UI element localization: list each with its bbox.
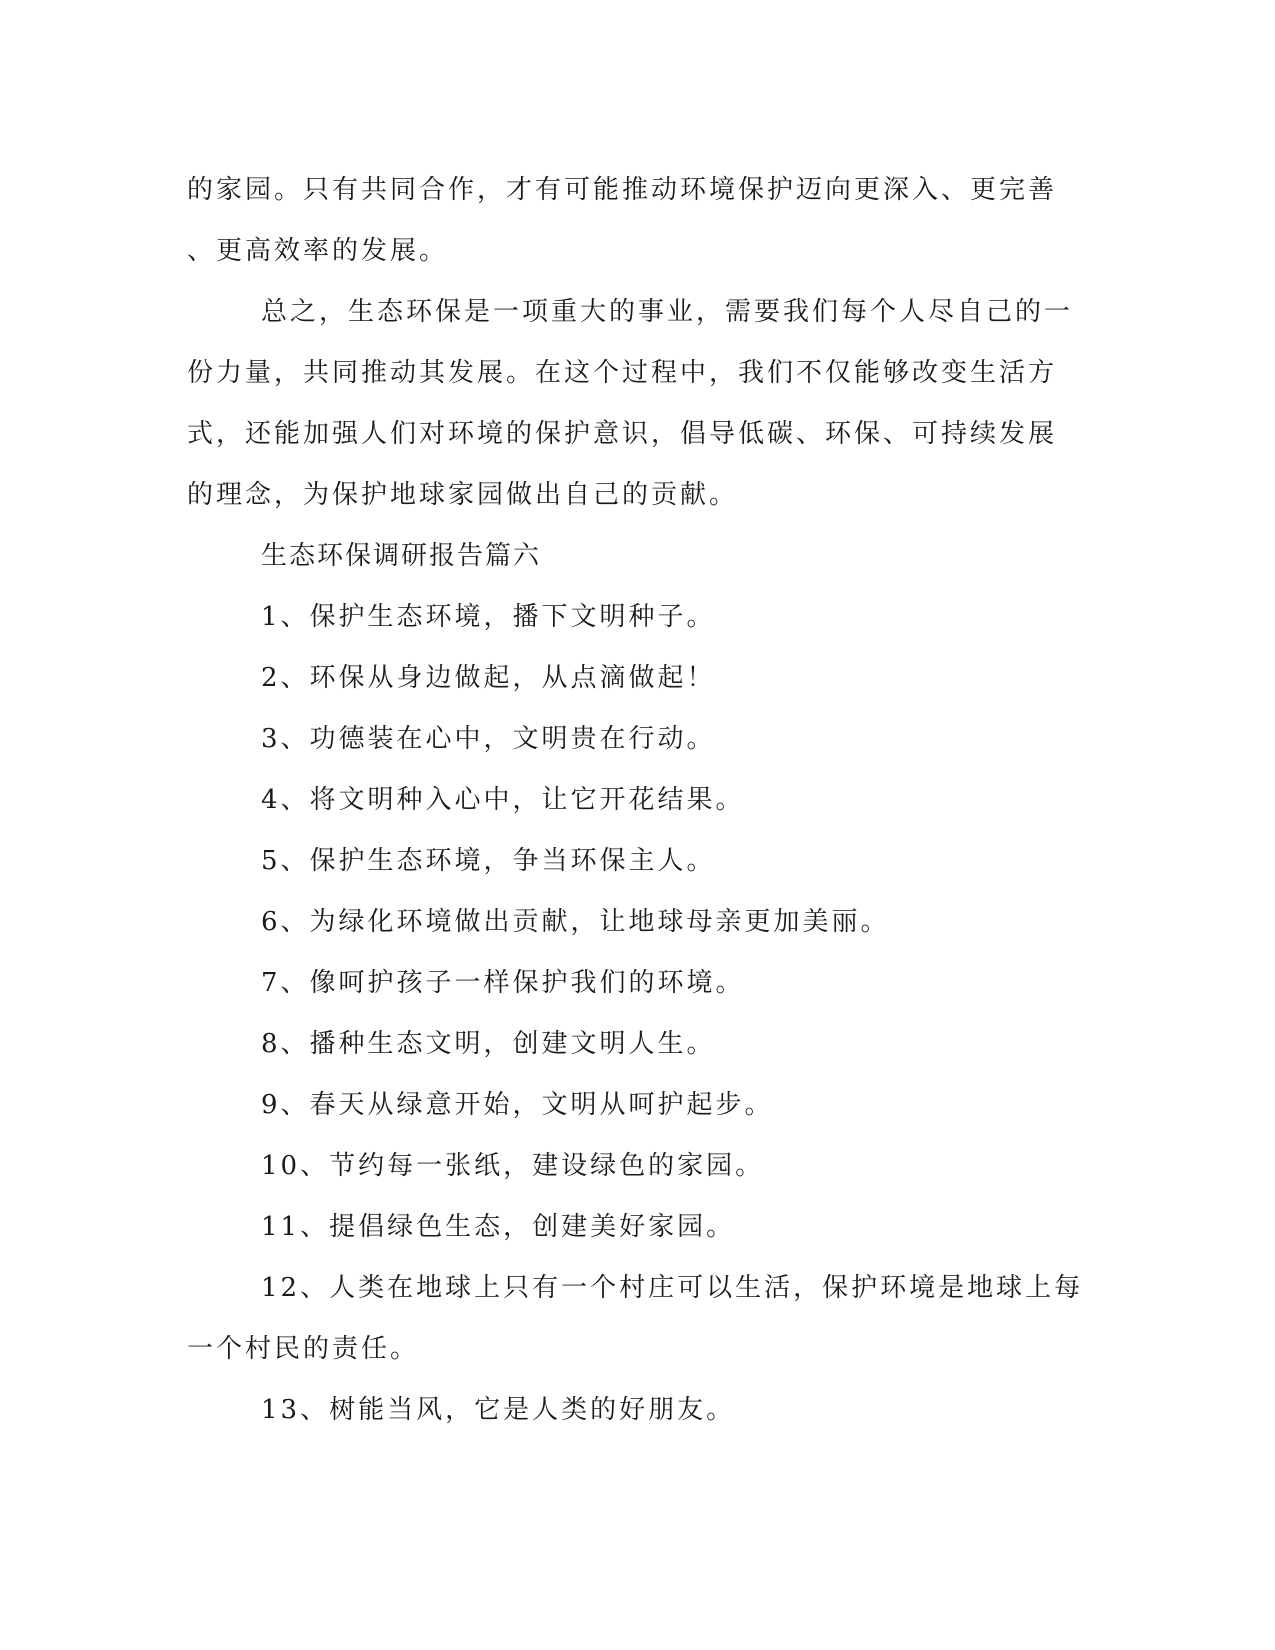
- paragraph-2-line-3: 式，还能加强人们对环境的保护意识，倡导低碳、环保、可持续发展: [187, 419, 1058, 449]
- list-item-12-line-1: 12、人类在地球上只有一个村庄可以生活，保护环境是地球上每: [261, 1273, 1084, 1303]
- paragraph-1-line-2: 、更高效率的发展。: [187, 236, 449, 266]
- list-item-1: 1、保护生态环境，播下文明种子。: [261, 602, 716, 632]
- list-item-13: 13、树能当风，它是人类的好朋友。: [261, 1395, 736, 1425]
- list-item-3: 3、功德装在心中，文明贵在行动。: [261, 724, 716, 754]
- list-item-2: 2、环保从身边做起，从点滴做起！: [261, 663, 716, 693]
- list-item-11: 11、提倡绿色生态，创建美好家园。: [261, 1212, 736, 1242]
- paragraph-1-line-1: 的家园。只有共同合作，才有可能推动环境保护迈向更深入、更完善: [187, 175, 1058, 205]
- paragraph-2-line-1: 总之，生态环保是一项重大的事业，需要我们每个人尽自己的一: [261, 297, 1074, 327]
- list-item-5: 5、保护生态环境，争当环保主人。: [261, 846, 716, 876]
- list-item-10: 10、节约每一张纸，建设绿色的家园。: [261, 1151, 765, 1181]
- section-title: 生态环保调研报告篇六: [261, 541, 542, 571]
- paragraph-2-line-2: 份力量，共同推动其发展。在这个过程中，我们不仅能够改变生活方: [187, 358, 1058, 388]
- list-item-8: 8、播种生态文明，创建文明人生。: [261, 1029, 716, 1059]
- list-item-4: 4、将文明种入心中，让它开花结果。: [261, 785, 745, 815]
- list-item-7: 7、像呵护孩子一样保护我们的环境。: [261, 968, 745, 998]
- paragraph-2-line-4: 的理念，为保护地球家园做出自己的贡献。: [187, 480, 739, 510]
- document-body: [187, 160, 1084, 1441]
- list-item-12-line-2: 一个村民的责任。: [187, 1334, 420, 1364]
- list-item-6: 6、为绿化环境做出贡献，让地球母亲更加美丽。: [261, 907, 890, 937]
- list-item-9: 9、春天从绿意开始，文明从呵护起步。: [261, 1090, 774, 1120]
